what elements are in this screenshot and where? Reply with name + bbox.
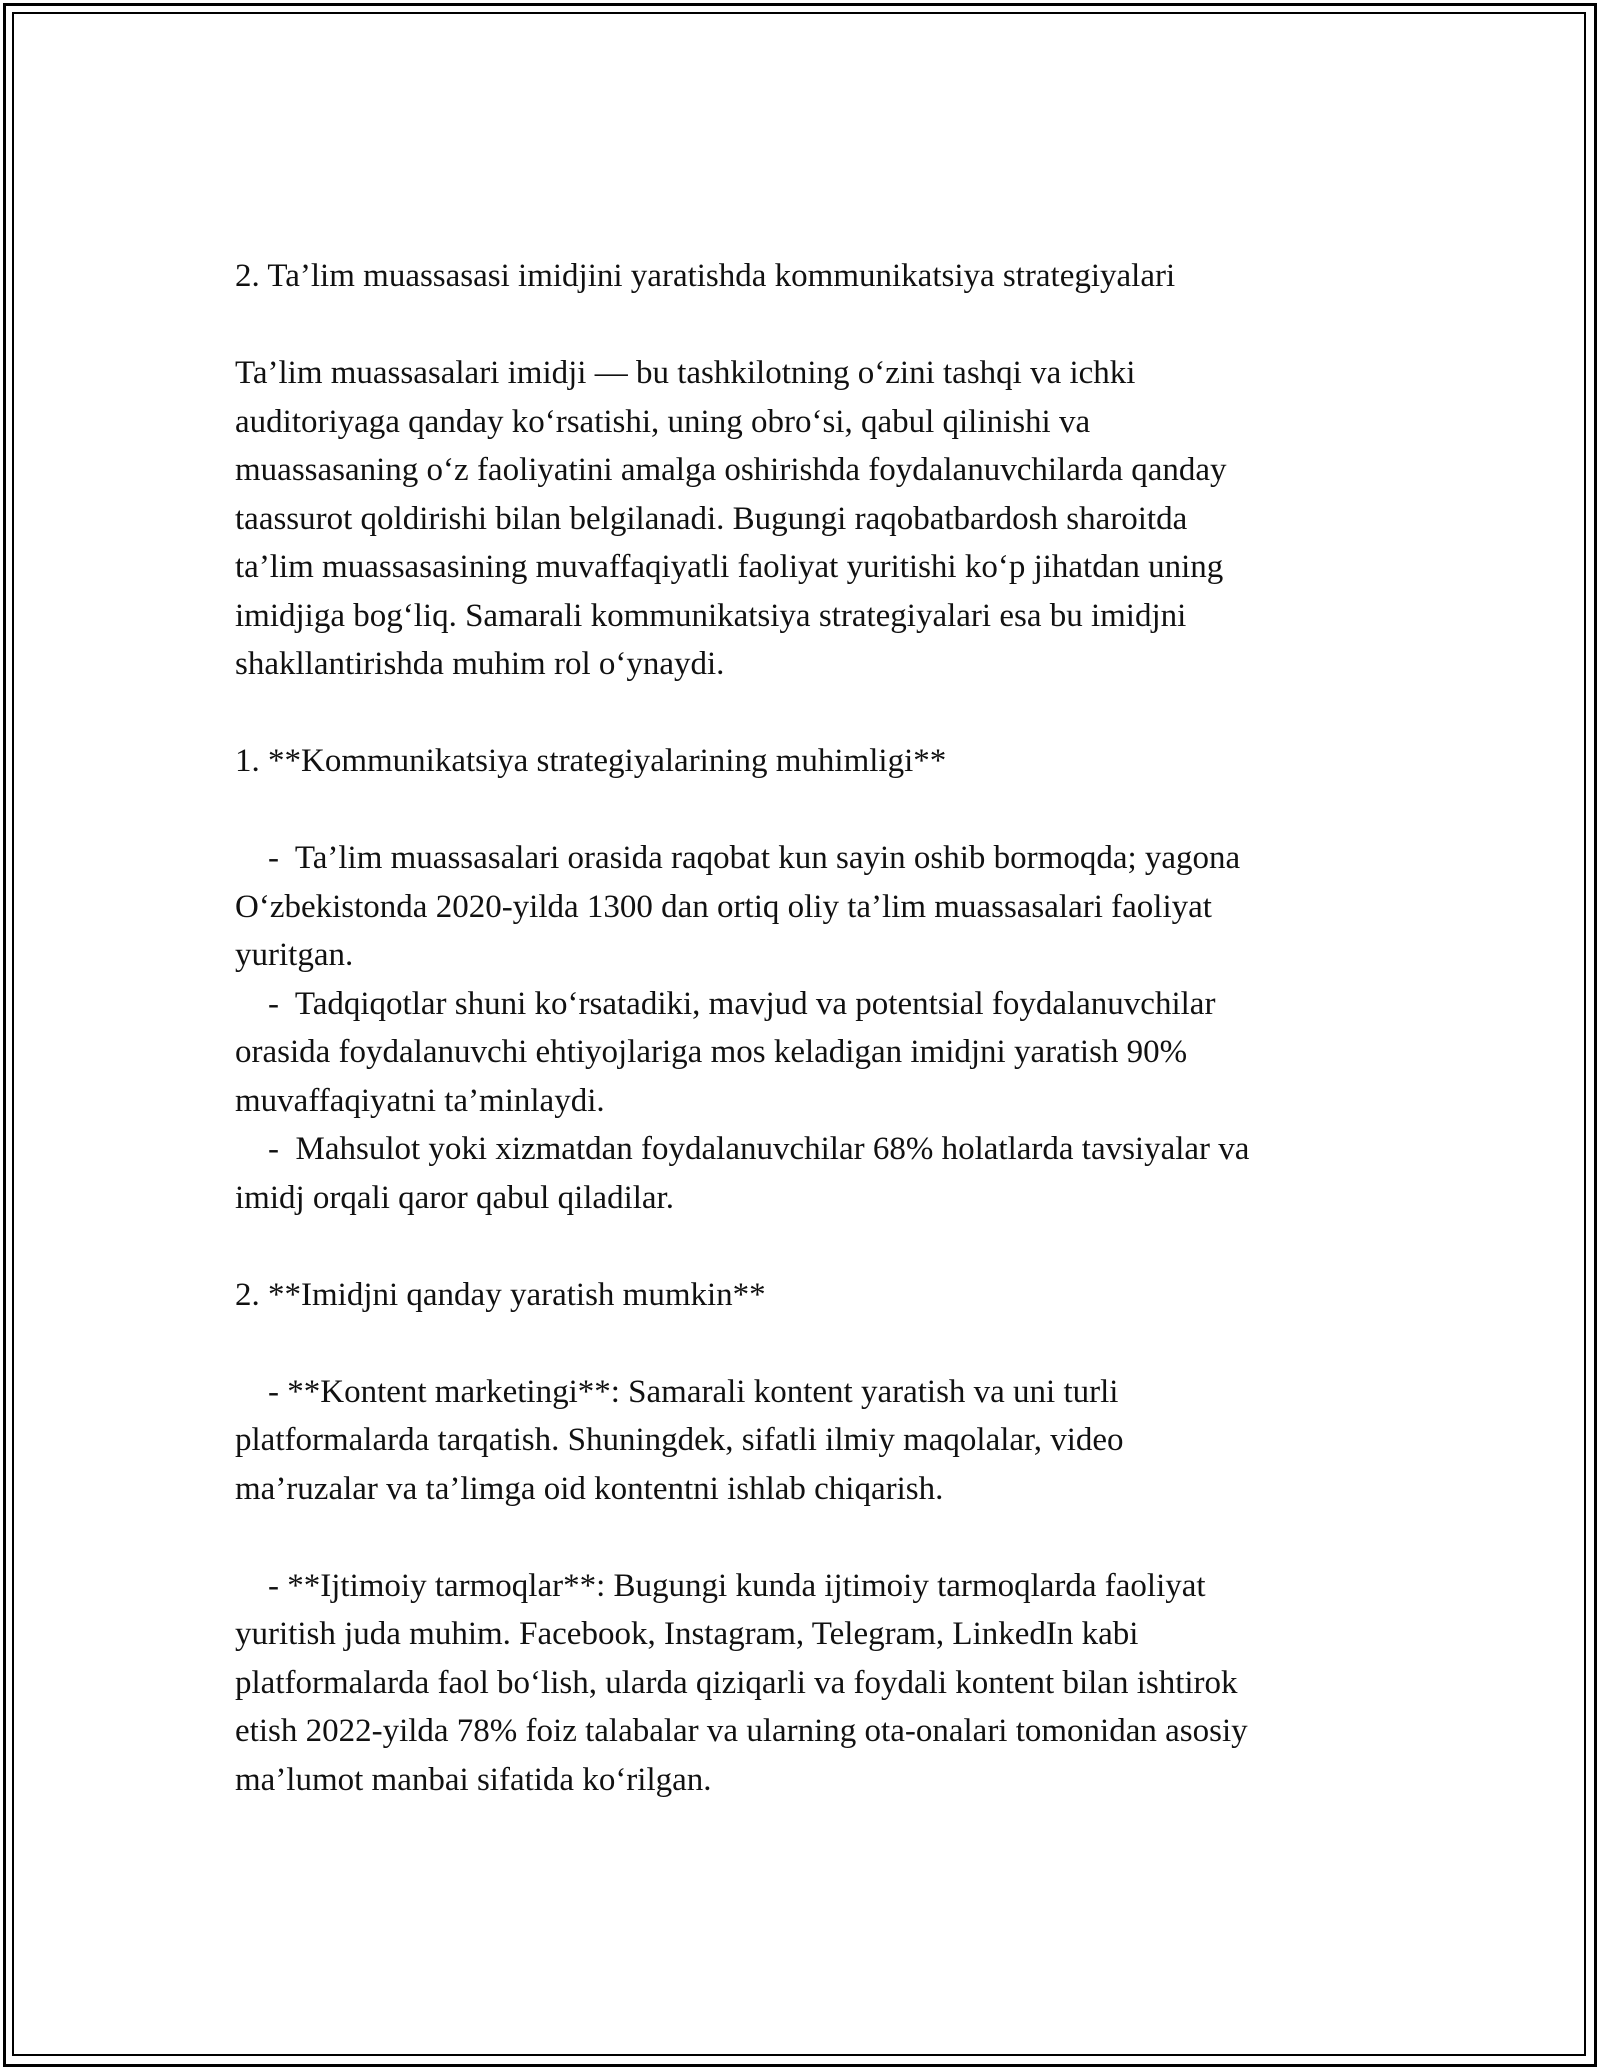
intro-line: auditoriyaga qanday ko‘rsatishi, uning obro‘si, qabul qilinishi va — [235, 403, 1091, 440]
bullet-line: - Mahsulot yoki xizmatdan foydalanuvchilar 68% holatlarda tavsiyalar va — [235, 1131, 1250, 1167]
intro-line: taassurot qoldirishi bilan belgilanadi. Bugungi raqobatbardosh sharoitda — [235, 500, 1188, 537]
intro-line: shakllantirishda muhim rol o‘ynaydi. — [235, 646, 725, 682]
intro-paragraph — [235, 349, 1375, 689]
spacer — [235, 1513, 1375, 1562]
bullet-line: ma’ruzalar va ta’limga oid kontentni ishlab chiqarish. — [235, 1470, 944, 1507]
bullet-line: platformalarda faol bo‘lish, ularda qiziqarli va foydali kontent bilan ishtirok — [235, 1664, 1238, 1701]
section-1-bullet-1 — [235, 834, 1375, 980]
intro-line: imidjiga bog‘liq. Samarali kommunikatsiya strategiyalari esa bu imidjni — [235, 597, 1187, 634]
section-2-heading: 2. **Imidjni qanday yaratish mumkin** — [235, 1276, 766, 1313]
section-1-bullet-3 — [235, 1125, 1375, 1222]
bullet-line: - **Ijtimoiy tarmoqlar**: Bugungi kunda ijtimoiy tarmoqlarda faoliyat — [235, 1567, 1206, 1604]
section-2-bullet-1 — [235, 1368, 1375, 1514]
spacer — [235, 786, 1375, 835]
section-1-heading: 1. **Kommunikatsiya strategiyalarining muhimligi** — [235, 743, 947, 779]
bullet-line: orasida foydalanuvchi ehtiyojlariga mos keladigan imidjni yaratish 90% — [235, 1034, 1188, 1070]
bullet-line: - Ta’lim muassasalari orasida raqobat kun sayin oshib bormoqda; yagona — [235, 840, 1241, 876]
bullet-line: platformalarda tarqatish. Shuningdek, sifatli ilmiy maqolalar, video — [235, 1422, 1124, 1458]
spacer — [235, 301, 1375, 350]
bullet-line: O‘zbekistonda 2020-yilda 1300 dan ortiq oliy ta’lim muassasalari faoliyat — [235, 888, 1212, 925]
bullet-line: muvaffaqiyatni ta’minlaydi. — [235, 1082, 605, 1119]
bullet-line: - **Kontent marketingi**: Samarali kontent yaratish va uni turli — [235, 1373, 1119, 1410]
document-body — [235, 252, 1375, 1804]
spacer — [235, 689, 1375, 738]
section-2-bullet-2 — [235, 1562, 1375, 1805]
spacer — [235, 1319, 1375, 1368]
bullet-line: - Tadqiqotlar shuni ko‘rsatadiki, mavjud va potentsial foydalanuvchilar — [235, 985, 1216, 1022]
bullet-line: yuritgan. — [235, 937, 354, 973]
intro-line: muassasaning o‘z faoliyatini amalga oshirishda foydalanuvchilarda qanday — [235, 452, 1227, 488]
intro-line: ta’lim muassasasining muvaffaqiyatli faoliyat yuritishi ko‘p jihatdan uning — [235, 549, 1224, 585]
spacer — [235, 1222, 1375, 1271]
document-title: 2. Ta’lim muassasasi imidjini yaratishda kommunikatsiya strategiyalari — [235, 258, 1176, 294]
bullet-line: etish 2022-yilda 78% foiz talabalar va ularning ota-onalari tomonidan asosiy — [235, 1713, 1248, 1749]
intro-line: Ta’lim muassasalari imidji — bu tashkilotning o‘zini tashqi va ichki — [235, 355, 1136, 391]
bullet-line: ma’lumot manbai sifatida ko‘rilgan. — [235, 1761, 712, 1798]
section-1-bullet-2 — [235, 980, 1375, 1126]
bullet-line: yuritish juda muhim. Facebook, Instagram, Telegram, LinkedIn kabi — [235, 1616, 1139, 1652]
bullet-line: imidj orqali qaror qabul qiladilar. — [235, 1179, 674, 1216]
